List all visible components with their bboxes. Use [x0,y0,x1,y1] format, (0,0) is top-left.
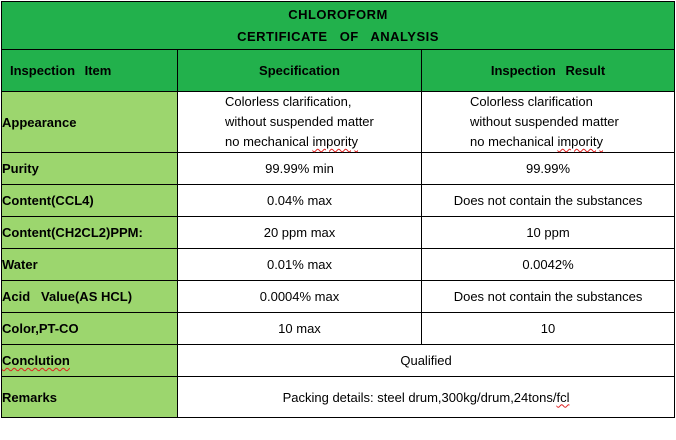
purity-spec: 99.99% min [178,153,422,185]
ch2cl2-result: 10 ppm [422,217,675,249]
purity-result: 99.99% [422,153,675,185]
appearance-result-line: Colorless clarification [470,94,593,109]
table-row [2,185,675,217]
acid-value-result: Does not contain the substances [422,281,675,313]
ch2cl2-item: Content(CH2CL2)PPM: [2,217,178,249]
ccl4-item: Content(CCL4) [2,185,178,217]
table-row [2,281,675,313]
acid-value-spec: 0.0004% max [178,281,422,313]
remarks-value: Packing details: steel drum,300kg/drum,24tons/fcl [178,377,675,418]
table-row [2,153,675,185]
certificate-title [2,2,675,50]
certificate-table [1,1,675,418]
color-result: 10 [422,313,675,345]
misspelled-word: fcl [556,389,570,405]
ch2cl2-spec: 20 ppm max [178,217,422,249]
water-item: Water [2,249,178,281]
table-row [2,313,675,345]
appearance-result [422,92,675,153]
appearance-result-line [470,132,674,152]
appearance-result-line3: no mechanical impority [470,134,603,149]
conclusion-label: Conclution [2,353,70,368]
remarks-row [2,377,675,418]
misspelled-word: impority [557,134,603,149]
title-product: CHLOROFORM [288,6,388,22]
table-row [2,249,675,281]
title-certificate: CERTIFICATE OF ANALYSIS [237,28,439,44]
appearance-spec-line [225,132,421,152]
appearance-row [2,92,675,153]
header-inspection-item: Inspection Item [2,50,178,92]
appearance-item: Appearance [2,92,178,153]
purity-item: Purity [2,153,178,185]
appearance-spec [178,92,422,153]
conclusion-item [2,345,178,377]
acid-value-item: Acid Value(AS HCL) [2,281,178,313]
header-row [2,50,675,92]
remarks-item: Remarks [2,377,178,418]
water-spec: 0.01% max [178,249,422,281]
conclusion-row [2,345,675,377]
header-specification: Specification [178,50,422,92]
misspelled-word: impority [312,134,358,149]
ccl4-spec: 0.04% max [178,185,422,217]
appearance-result-line: without suspended matter [470,114,619,129]
appearance-spec-line: Colorless clarification, [225,94,352,109]
appearance-spec-line: without suspended matter [225,114,374,129]
color-spec: 10 max [178,313,422,345]
table-row [2,217,675,249]
water-result: 0.0042% [422,249,675,281]
appearance-spec-line3: no mechanical impority [225,134,358,149]
ccl4-result: Does not contain the substances [422,185,675,217]
header-inspection-result: Inspection Result [422,50,675,92]
color-item: Color,PT-CO [2,313,178,345]
conclusion-value: Qualified [178,345,675,377]
